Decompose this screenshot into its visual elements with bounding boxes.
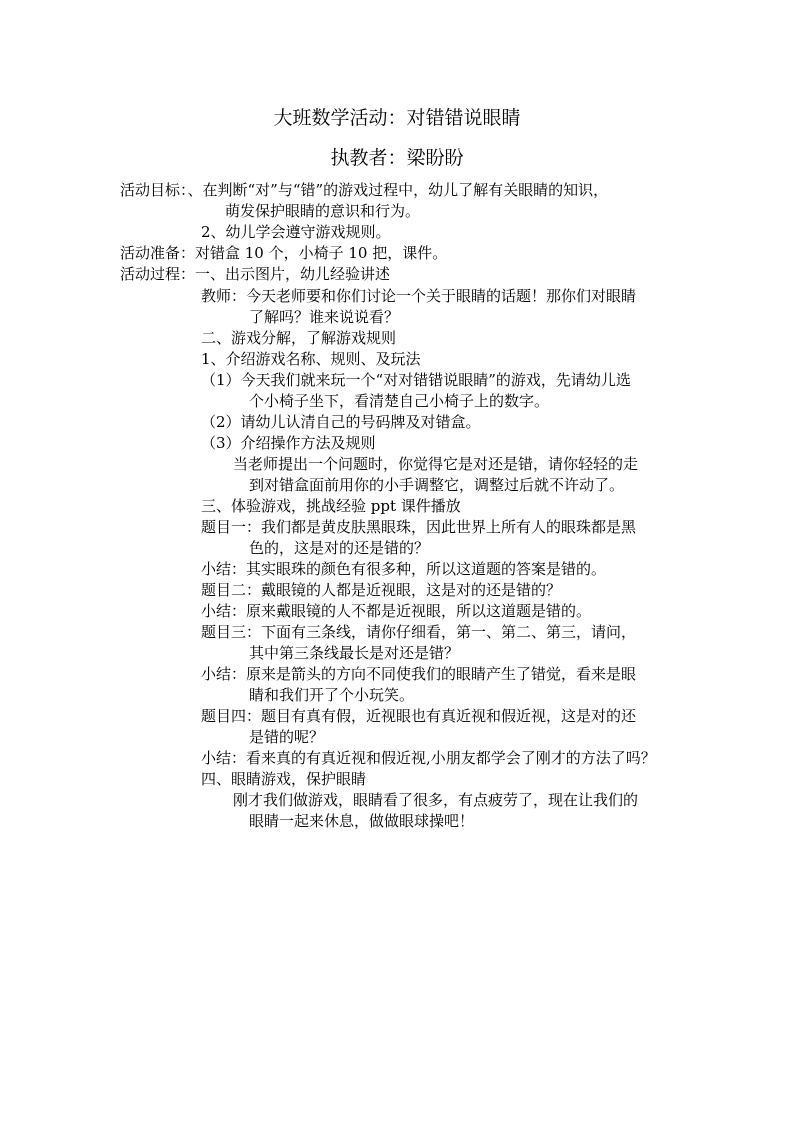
summary-4: 小结：看来真的有真近视和假近视,小朋友都学会了刚才的方法了吗？ — [201, 749, 656, 767]
teacher-name: 执教者：梁盼盼 — [330, 147, 464, 169]
document-title: 大班数学活动：对错错说眼睛 — [273, 107, 521, 129]
question-3: 题目三：下面有三条线，请你仔细看，第一、第二、第三，请问， — [201, 623, 637, 641]
step-1: （1）今天我们就来玩一个“对对错错说眼睛”的游戏，先请幼儿选 — [201, 371, 631, 389]
question-2: 题目二：戴眼镜的人都是近视眼，这是对的还是错的？ — [201, 581, 562, 599]
summary-1: 小结：其实眼珠的颜色有很多种，所以这道题的答案是错的。 — [201, 560, 607, 578]
section-2-heading: 二、游戏分解，了解游戏规则 — [201, 329, 397, 347]
goal-line-1: 活动目标：、在判断“对”与“错”的游戏过程中，幼儿了解有关眼睛的知识， — [120, 181, 609, 199]
step-2: （2）请幼儿认清自己的号码牌及对错盒。 — [201, 413, 481, 431]
closing-paragraph: 刚才我们做游戏，眼睛看了很多，有点疲劳了，现在让我们的 — [233, 791, 639, 809]
question-1-cont: 色的，这是对的还是错的？ — [249, 539, 430, 557]
section-2-item-1: 1、介绍游戏名称、规则、及玩法 — [201, 350, 421, 368]
teacher-speech: 教师：今天老师要和你们讨论一个关于眼睛的话题！那你们对眼睛 — [201, 287, 637, 305]
section-4-heading: 四、眼睛游戏，保护眼睛 — [201, 770, 367, 788]
question-4: 题目四：题目有真有假，近视眼也有真近视和假近视，这是对的还 — [201, 707, 637, 725]
question-4-cont: 是错的呢？ — [249, 728, 325, 746]
summary-2: 小结：原来戴眼镜的人不都是近视眼，所以这道题是错的。 — [201, 602, 592, 620]
teacher-speech-cont: 了解吗？谁来说说看？ — [249, 308, 400, 326]
goal-line-2: 2、幼儿学会遵守游戏规则。 — [201, 223, 391, 241]
question-1: 题目一：我们都是黄皮肤黑眼珠，因此世界上所有人的眼珠都是黑 — [201, 518, 637, 536]
goal-line-1-cont: 萌发保护眼睛的意识和行为。 — [225, 202, 421, 220]
step-3-detail-cont: 到对错盒面前用你的小手调整它，调整过后就不许动了。 — [249, 476, 625, 494]
summary-3: 小结：原来是箭头的方向不同使我们的眼睛产生了错觉，看来是眼 — [201, 665, 637, 683]
closing-paragraph-cont: 眼睛一起来休息，做做眼球操吧！ — [249, 812, 475, 830]
question-3-cont: 其中第三条线最长是对还是错？ — [249, 644, 460, 662]
step-1-cont: 个小椅子坐下，看清楚自己小椅子上的数字。 — [249, 392, 550, 410]
process-line-1: 活动过程：一、出示图片，幼儿经验讲述 — [120, 265, 391, 283]
summary-3-cont: 睛和我们开了个小玩笑。 — [249, 686, 415, 704]
preparation-line: 活动准备：对错盒 10 个，小椅子 10 把，课件。 — [120, 244, 448, 262]
section-3-heading: 三、体验游戏，挑战经验 ppt 课件播放 — [201, 497, 461, 515]
step-3: （3）介绍操作方法及规则 — [201, 434, 376, 452]
step-3-detail: 当老师提出一个问题时，你觉得它是对还是错，请你轻轻的走 — [233, 455, 639, 473]
